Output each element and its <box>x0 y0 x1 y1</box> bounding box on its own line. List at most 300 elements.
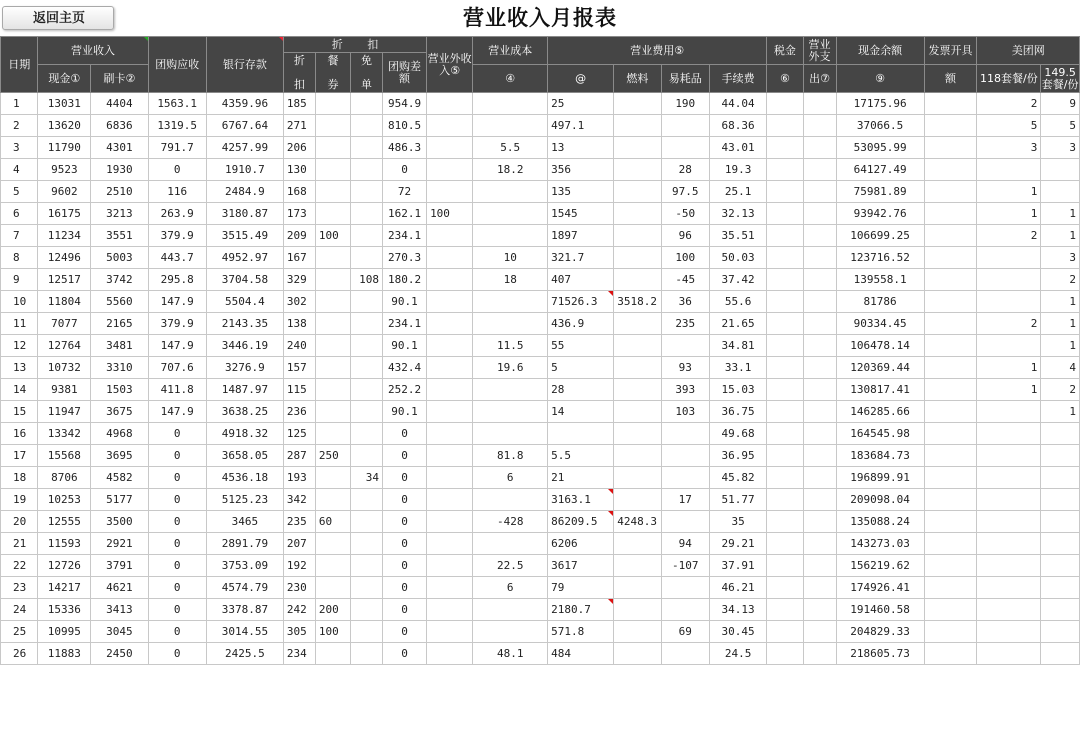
cell-set-118[interactable] <box>977 401 1041 423</box>
cell-free-order[interactable] <box>351 313 383 335</box>
cell-free-order[interactable] <box>351 401 383 423</box>
cell-set-149[interactable] <box>1041 577 1080 599</box>
cell-expense-at[interactable]: 571.8 <box>548 621 614 643</box>
cell-group-diff[interactable]: 234.1 <box>382 225 426 247</box>
cell-set-118[interactable] <box>977 643 1041 665</box>
cell-tax[interactable] <box>767 225 803 247</box>
cell-tax[interactable] <box>767 445 803 467</box>
cell-non-business-income[interactable] <box>427 555 473 577</box>
cell-cash[interactable]: 12726 <box>38 555 91 577</box>
cell-bank-deposit[interactable]: 4257.99 <box>206 137 283 159</box>
cell-set-118[interactable] <box>977 489 1041 511</box>
cell-set-149[interactable]: 9 <box>1041 93 1080 115</box>
cell-expense-at[interactable]: 71526.3 <box>548 291 614 313</box>
cell-fee[interactable]: 46.21 <box>709 577 766 599</box>
cell-group-receivable[interactable]: 263.9 <box>148 203 206 225</box>
cell-cash-balance[interactable]: 218605.73 <box>836 643 924 665</box>
cell-tax[interactable] <box>767 93 803 115</box>
cell-non-business-expense[interactable] <box>803 247 836 269</box>
cell-expense-at[interactable]: 3163.1 <box>548 489 614 511</box>
cell-fuel[interactable] <box>614 423 661 445</box>
cell-date[interactable]: 8 <box>1 247 38 269</box>
cell-non-business-income[interactable] <box>427 379 473 401</box>
cell-cash-balance[interactable]: 37066.5 <box>836 115 924 137</box>
cell-group-receivable[interactable]: 0 <box>148 445 206 467</box>
cell-invoice[interactable] <box>924 159 977 181</box>
cell-date[interactable]: 12 <box>1 335 38 357</box>
cell-set-118[interactable]: 1 <box>977 379 1041 401</box>
cell-expense-at[interactable]: 5.5 <box>548 445 614 467</box>
cell-discount[interactable]: 242 <box>283 599 315 621</box>
cell-card[interactable]: 3791 <box>91 555 148 577</box>
cell-bank-deposit[interactable]: 3446.19 <box>206 335 283 357</box>
cell-fuel[interactable] <box>614 577 661 599</box>
cell-consumables[interactable]: -50 <box>661 203 709 225</box>
cell-consumables[interactable] <box>661 599 709 621</box>
cell-invoice[interactable] <box>924 247 977 269</box>
cell-group-receivable[interactable]: 147.9 <box>148 291 206 313</box>
cell-cost[interactable] <box>473 401 548 423</box>
cell-invoice[interactable] <box>924 511 977 533</box>
cell-set-118[interactable] <box>977 555 1041 577</box>
cell-fuel[interactable] <box>614 489 661 511</box>
cell-non-business-income[interactable] <box>427 533 473 555</box>
cell-tax[interactable] <box>767 599 803 621</box>
cell-expense-at[interactable]: 25 <box>548 93 614 115</box>
cell-invoice[interactable] <box>924 577 977 599</box>
cell-fuel[interactable] <box>614 599 661 621</box>
cell-fee[interactable]: 45.82 <box>709 467 766 489</box>
cell-expense-at[interactable]: 356 <box>548 159 614 181</box>
cell-fuel[interactable] <box>614 159 661 181</box>
cell-date[interactable]: 23 <box>1 577 38 599</box>
cell-cash[interactable]: 10995 <box>38 621 91 643</box>
cell-invoice[interactable] <box>924 621 977 643</box>
cell-invoice[interactable] <box>924 445 977 467</box>
cell-cash-balance[interactable]: 93942.76 <box>836 203 924 225</box>
cell-cash-balance[interactable]: 17175.96 <box>836 93 924 115</box>
cell-group-receivable[interactable]: 0 <box>148 533 206 555</box>
cell-non-business-income[interactable] <box>427 357 473 379</box>
cell-expense-at[interactable]: 13 <box>548 137 614 159</box>
cell-cash[interactable]: 14217 <box>38 577 91 599</box>
cell-card[interactable]: 3310 <box>91 357 148 379</box>
cell-meal-voucher[interactable] <box>315 291 350 313</box>
cell-set-149[interactable] <box>1041 489 1080 511</box>
cell-meal-voucher[interactable] <box>315 357 350 379</box>
cell-tax[interactable] <box>767 533 803 555</box>
cell-set-118[interactable] <box>977 335 1041 357</box>
cell-set-118[interactable]: 2 <box>977 225 1041 247</box>
cell-invoice[interactable] <box>924 401 977 423</box>
cell-cash[interactable]: 11234 <box>38 225 91 247</box>
cell-meal-voucher[interactable] <box>315 335 350 357</box>
cell-cash[interactable]: 12496 <box>38 247 91 269</box>
cell-tax[interactable] <box>767 467 803 489</box>
cell-non-business-income[interactable] <box>427 159 473 181</box>
cell-invoice[interactable] <box>924 555 977 577</box>
cell-consumables[interactable]: -45 <box>661 269 709 291</box>
cell-cash-balance[interactable]: 156219.62 <box>836 555 924 577</box>
cell-set-149[interactable] <box>1041 555 1080 577</box>
cell-date[interactable]: 5 <box>1 181 38 203</box>
cell-card[interactable]: 2510 <box>91 181 148 203</box>
cell-non-business-income[interactable] <box>427 423 473 445</box>
cell-card[interactable]: 2921 <box>91 533 148 555</box>
cell-card[interactable]: 4968 <box>91 423 148 445</box>
cell-meal-voucher[interactable] <box>315 181 350 203</box>
cell-cash-balance[interactable]: 123716.52 <box>836 247 924 269</box>
cell-group-diff[interactable]: 90.1 <box>382 335 426 357</box>
cell-discount[interactable]: 302 <box>283 291 315 313</box>
cell-free-order[interactable] <box>351 115 383 137</box>
cell-meal-voucher[interactable] <box>315 555 350 577</box>
cell-non-business-expense[interactable] <box>803 313 836 335</box>
cell-consumables[interactable] <box>661 423 709 445</box>
cell-set-118[interactable] <box>977 247 1041 269</box>
cell-tax[interactable] <box>767 181 803 203</box>
cell-non-business-expense[interactable] <box>803 203 836 225</box>
cell-fee[interactable]: 51.77 <box>709 489 766 511</box>
cell-tax[interactable] <box>767 555 803 577</box>
cell-fuel[interactable] <box>614 555 661 577</box>
cell-free-order[interactable] <box>351 533 383 555</box>
cell-tax[interactable] <box>767 379 803 401</box>
cell-expense-at[interactable]: 3617 <box>548 555 614 577</box>
cell-invoice[interactable] <box>924 533 977 555</box>
cell-date[interactable]: 16 <box>1 423 38 445</box>
cell-group-diff[interactable]: 72 <box>382 181 426 203</box>
cell-cash[interactable]: 10253 <box>38 489 91 511</box>
cell-group-receivable[interactable]: 0 <box>148 159 206 181</box>
cell-cost[interactable] <box>473 115 548 137</box>
cell-group-receivable[interactable]: 411.8 <box>148 379 206 401</box>
cell-discount[interactable]: 234 <box>283 643 315 665</box>
cell-non-business-income[interactable] <box>427 225 473 247</box>
cell-group-receivable[interactable]: 0 <box>148 467 206 489</box>
cell-group-receivable[interactable]: 791.7 <box>148 137 206 159</box>
cell-fee[interactable]: 15.03 <box>709 379 766 401</box>
cell-discount[interactable]: 157 <box>283 357 315 379</box>
cell-non-business-expense[interactable] <box>803 335 836 357</box>
cell-discount[interactable]: 173 <box>283 203 315 225</box>
cell-cash[interactable]: 7077 <box>38 313 91 335</box>
cell-group-diff[interactable]: 252.2 <box>382 379 426 401</box>
cell-group-diff[interactable]: 0 <box>382 511 426 533</box>
cell-cost[interactable] <box>473 489 548 511</box>
cell-cash-balance[interactable]: 183684.73 <box>836 445 924 467</box>
cell-discount[interactable]: 287 <box>283 445 315 467</box>
cell-fee[interactable]: 35.51 <box>709 225 766 247</box>
cell-card[interactable]: 5003 <box>91 247 148 269</box>
cell-consumables[interactable]: 69 <box>661 621 709 643</box>
cell-tax[interactable] <box>767 621 803 643</box>
cell-fuel[interactable] <box>614 225 661 247</box>
cell-discount[interactable]: 209 <box>283 225 315 247</box>
cell-fuel[interactable] <box>614 181 661 203</box>
cell-group-diff[interactable]: 0 <box>382 555 426 577</box>
cell-meal-voucher[interactable]: 250 <box>315 445 350 467</box>
cell-group-receivable[interactable]: 0 <box>148 511 206 533</box>
cell-discount[interactable]: 240 <box>283 335 315 357</box>
cell-bank-deposit[interactable]: 3638.25 <box>206 401 283 423</box>
cell-card[interactable]: 3045 <box>91 621 148 643</box>
cell-cost[interactable]: 81.8 <box>473 445 548 467</box>
cell-cash[interactable]: 15336 <box>38 599 91 621</box>
cell-invoice[interactable] <box>924 357 977 379</box>
cell-tax[interactable] <box>767 489 803 511</box>
cell-consumables[interactable] <box>661 115 709 137</box>
cell-free-order[interactable] <box>351 643 383 665</box>
cell-cash-balance[interactable]: 120369.44 <box>836 357 924 379</box>
cell-group-receivable[interactable]: 1563.1 <box>148 93 206 115</box>
cell-non-business-income[interactable] <box>427 577 473 599</box>
cell-fee[interactable]: 37.42 <box>709 269 766 291</box>
cell-set-149[interactable]: 1 <box>1041 203 1080 225</box>
cell-expense-at[interactable]: 5 <box>548 357 614 379</box>
cell-cost[interactable] <box>473 225 548 247</box>
cell-group-receivable[interactable]: 0 <box>148 423 206 445</box>
cell-free-order[interactable] <box>351 599 383 621</box>
cell-non-business-income[interactable] <box>427 137 473 159</box>
cell-date[interactable]: 14 <box>1 379 38 401</box>
cell-tax[interactable] <box>767 335 803 357</box>
cell-date[interactable]: 24 <box>1 599 38 621</box>
cell-cash[interactable]: 12764 <box>38 335 91 357</box>
cell-expense-at[interactable]: 2180.7 <box>548 599 614 621</box>
cell-fee[interactable]: 37.91 <box>709 555 766 577</box>
cell-group-receivable[interactable]: 0 <box>148 621 206 643</box>
cell-cash[interactable]: 9602 <box>38 181 91 203</box>
cell-cash-balance[interactable]: 106699.25 <box>836 225 924 247</box>
cell-set-149[interactable]: 4 <box>1041 357 1080 379</box>
cell-consumables[interactable]: 93 <box>661 357 709 379</box>
cell-tax[interactable] <box>767 159 803 181</box>
cell-cash[interactable]: 9381 <box>38 379 91 401</box>
cell-set-118[interactable] <box>977 269 1041 291</box>
cell-bank-deposit[interactable]: 4574.79 <box>206 577 283 599</box>
cell-cash[interactable]: 11883 <box>38 643 91 665</box>
cell-cash-balance[interactable]: 130817.41 <box>836 379 924 401</box>
cell-discount[interactable]: 130 <box>283 159 315 181</box>
cell-cash[interactable]: 15568 <box>38 445 91 467</box>
cell-set-149[interactable] <box>1041 621 1080 643</box>
cell-group-diff[interactable]: 0 <box>382 445 426 467</box>
cell-consumables[interactable]: 190 <box>661 93 709 115</box>
cell-non-business-income[interactable] <box>427 181 473 203</box>
cell-cash[interactable]: 11593 <box>38 533 91 555</box>
cell-tax[interactable] <box>767 203 803 225</box>
cell-bank-deposit[interactable]: 4952.97 <box>206 247 283 269</box>
cell-consumables[interactable]: 97.5 <box>661 181 709 203</box>
cell-group-diff[interactable]: 270.3 <box>382 247 426 269</box>
cell-card[interactable]: 5560 <box>91 291 148 313</box>
cell-date[interactable]: 15 <box>1 401 38 423</box>
cell-card[interactable]: 3695 <box>91 445 148 467</box>
cell-fuel[interactable] <box>614 379 661 401</box>
cell-date[interactable]: 26 <box>1 643 38 665</box>
cell-group-diff[interactable]: 0 <box>382 489 426 511</box>
cell-fuel[interactable]: 4248.3 <box>614 511 661 533</box>
cell-fee[interactable]: 34.81 <box>709 335 766 357</box>
cell-invoice[interactable] <box>924 291 977 313</box>
cell-meal-voucher[interactable] <box>315 313 350 335</box>
cell-meal-voucher[interactable] <box>315 93 350 115</box>
cell-cash-balance[interactable]: 135088.24 <box>836 511 924 533</box>
cell-cash-balance[interactable]: 146285.66 <box>836 401 924 423</box>
cell-set-118[interactable]: 1 <box>977 181 1041 203</box>
cell-cash[interactable]: 11947 <box>38 401 91 423</box>
cell-consumables[interactable]: 235 <box>661 313 709 335</box>
cell-group-receivable[interactable]: 707.6 <box>148 357 206 379</box>
cell-fuel[interactable] <box>614 203 661 225</box>
cell-non-business-expense[interactable] <box>803 621 836 643</box>
cell-group-receivable[interactable]: 0 <box>148 643 206 665</box>
cell-bank-deposit[interactable]: 1910.7 <box>206 159 283 181</box>
cell-group-diff[interactable]: 432.4 <box>382 357 426 379</box>
cell-expense-at[interactable]: 135 <box>548 181 614 203</box>
cell-invoice[interactable] <box>924 643 977 665</box>
cell-set-149[interactable]: 2 <box>1041 269 1080 291</box>
cell-discount[interactable]: 206 <box>283 137 315 159</box>
cell-cash-balance[interactable]: 191460.58 <box>836 599 924 621</box>
cell-fee[interactable]: 43.01 <box>709 137 766 159</box>
cell-date[interactable]: 2 <box>1 115 38 137</box>
cell-expense-at[interactable]: 1897 <box>548 225 614 247</box>
cell-group-receivable[interactable]: 147.9 <box>148 335 206 357</box>
cell-bank-deposit[interactable]: 2143.35 <box>206 313 283 335</box>
cell-group-receivable[interactable]: 443.7 <box>148 247 206 269</box>
cell-fuel[interactable] <box>614 93 661 115</box>
cell-set-118[interactable]: 3 <box>977 137 1041 159</box>
cell-free-order[interactable] <box>351 489 383 511</box>
cell-group-diff[interactable]: 0 <box>382 599 426 621</box>
cell-cost[interactable] <box>473 203 548 225</box>
cell-fee[interactable]: 25.1 <box>709 181 766 203</box>
cell-cost[interactable] <box>473 181 548 203</box>
cell-set-149[interactable]: 2 <box>1041 379 1080 401</box>
cell-consumables[interactable] <box>661 137 709 159</box>
cell-bank-deposit[interactable]: 3515.49 <box>206 225 283 247</box>
cell-expense-at[interactable]: 28 <box>548 379 614 401</box>
cell-meal-voucher[interactable] <box>315 489 350 511</box>
cell-cost[interactable] <box>473 599 548 621</box>
cell-tax[interactable] <box>767 291 803 313</box>
cell-fuel[interactable] <box>614 335 661 357</box>
cell-cash-balance[interactable]: 143273.03 <box>836 533 924 555</box>
cell-fuel[interactable] <box>614 621 661 643</box>
cell-invoice[interactable] <box>924 599 977 621</box>
cell-bank-deposit[interactable]: 3276.9 <box>206 357 283 379</box>
cell-date[interactable]: 1 <box>1 93 38 115</box>
cell-cost[interactable] <box>473 621 548 643</box>
cell-cash[interactable]: 13031 <box>38 93 91 115</box>
cell-meal-voucher[interactable] <box>315 423 350 445</box>
cell-invoice[interactable] <box>924 115 977 137</box>
cell-group-diff[interactable]: 162.1 <box>382 203 426 225</box>
cell-cash[interactable]: 8706 <box>38 467 91 489</box>
cell-discount[interactable]: 192 <box>283 555 315 577</box>
cell-fuel[interactable] <box>614 247 661 269</box>
cell-set-118[interactable] <box>977 599 1041 621</box>
cell-card[interactable]: 4301 <box>91 137 148 159</box>
cell-set-149[interactable]: 3 <box>1041 247 1080 269</box>
cell-date[interactable]: 19 <box>1 489 38 511</box>
cell-consumables[interactable] <box>661 511 709 533</box>
cell-meal-voucher[interactable] <box>315 115 350 137</box>
cell-free-order[interactable] <box>351 423 383 445</box>
cell-tax[interactable] <box>767 577 803 599</box>
cell-meal-voucher[interactable] <box>315 379 350 401</box>
cell-fuel[interactable] <box>614 533 661 555</box>
cell-bank-deposit[interactable]: 3180.87 <box>206 203 283 225</box>
cell-non-business-expense[interactable] <box>803 577 836 599</box>
cell-cash-balance[interactable]: 81786 <box>836 291 924 313</box>
cell-bank-deposit[interactable]: 2891.79 <box>206 533 283 555</box>
cell-consumables[interactable]: 103 <box>661 401 709 423</box>
cell-invoice[interactable] <box>924 335 977 357</box>
cell-group-diff[interactable]: 0 <box>382 533 426 555</box>
cell-date[interactable]: 6 <box>1 203 38 225</box>
cell-cost[interactable]: 19.6 <box>473 357 548 379</box>
cell-free-order[interactable] <box>351 335 383 357</box>
cell-cost[interactable]: -428 <box>473 511 548 533</box>
cell-date[interactable]: 25 <box>1 621 38 643</box>
cell-cash[interactable]: 9523 <box>38 159 91 181</box>
cell-non-business-expense[interactable] <box>803 423 836 445</box>
cell-expense-at[interactable]: 79 <box>548 577 614 599</box>
cell-invoice[interactable] <box>924 467 977 489</box>
cell-non-business-income[interactable] <box>427 291 473 313</box>
cell-cash[interactable]: 13620 <box>38 115 91 137</box>
cell-consumables[interactable] <box>661 577 709 599</box>
cell-set-149[interactable]: 5 <box>1041 115 1080 137</box>
cell-bank-deposit[interactable]: 5125.23 <box>206 489 283 511</box>
cell-date[interactable]: 22 <box>1 555 38 577</box>
cell-expense-at[interactable]: 6206 <box>548 533 614 555</box>
cell-meal-voucher[interactable] <box>315 247 350 269</box>
cell-fee[interactable]: 55.6 <box>709 291 766 313</box>
cell-non-business-expense[interactable] <box>803 401 836 423</box>
cell-set-149[interactable] <box>1041 181 1080 203</box>
cell-cost[interactable]: 10 <box>473 247 548 269</box>
cell-card[interactable]: 2165 <box>91 313 148 335</box>
cell-cost[interactable]: 11.5 <box>473 335 548 357</box>
cell-date[interactable]: 20 <box>1 511 38 533</box>
cell-fee[interactable]: 36.95 <box>709 445 766 467</box>
cell-card[interactable]: 3551 <box>91 225 148 247</box>
cell-non-business-income[interactable] <box>427 511 473 533</box>
cell-meal-voucher[interactable] <box>315 533 350 555</box>
cell-set-118[interactable] <box>977 511 1041 533</box>
cell-fuel[interactable] <box>614 313 661 335</box>
cell-set-149[interactable] <box>1041 643 1080 665</box>
cell-free-order[interactable] <box>351 203 383 225</box>
cell-group-receivable[interactable]: 0 <box>148 555 206 577</box>
cell-non-business-income[interactable] <box>427 313 473 335</box>
cell-expense-at[interactable]: 1545 <box>548 203 614 225</box>
cell-discount[interactable]: 168 <box>283 181 315 203</box>
cell-non-business-income[interactable] <box>427 621 473 643</box>
cell-discount[interactable]: 138 <box>283 313 315 335</box>
cell-fee[interactable]: 36.75 <box>709 401 766 423</box>
cell-non-business-expense[interactable] <box>803 467 836 489</box>
cell-fee[interactable]: 35 <box>709 511 766 533</box>
cell-consumables[interactable]: 94 <box>661 533 709 555</box>
cell-set-149[interactable]: 1 <box>1041 335 1080 357</box>
cell-fee[interactable]: 29.21 <box>709 533 766 555</box>
cell-invoice[interactable] <box>924 379 977 401</box>
